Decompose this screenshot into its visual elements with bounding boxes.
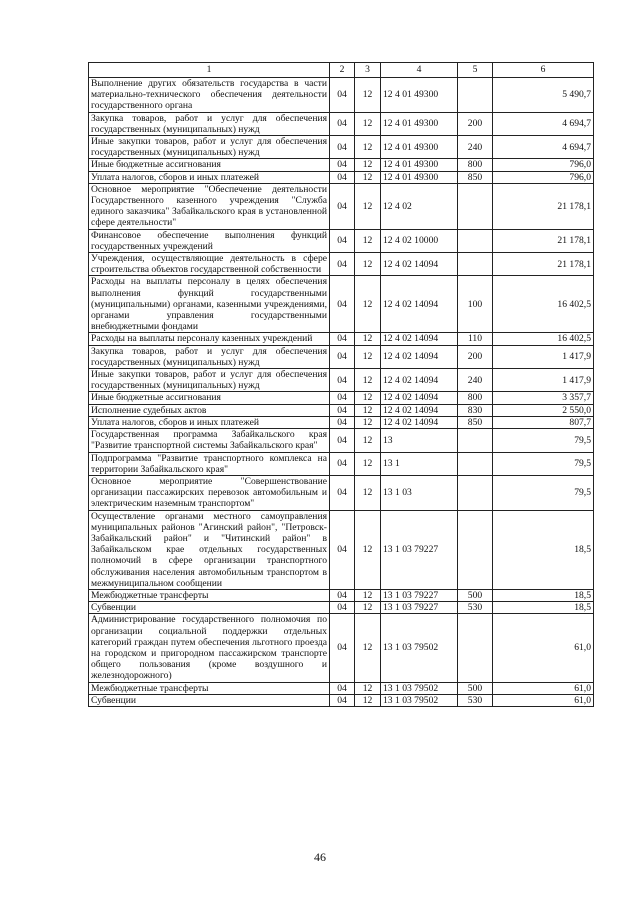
row-name: Уплата налогов, сборов и иных платежей bbox=[89, 416, 330, 428]
row-amount: 21 178,1 bbox=[493, 229, 594, 252]
header-cell-5: 5 bbox=[458, 63, 493, 78]
row-expense-type bbox=[458, 253, 493, 276]
row-name: Подпрограмма "Развитие транспортного комплекса на территории Забайкальского края" bbox=[89, 452, 330, 475]
table-row bbox=[89, 369, 594, 392]
row-amount: 1 417,9 bbox=[493, 345, 594, 368]
row-name: Субвенции bbox=[89, 602, 330, 614]
row-expense-type bbox=[458, 183, 493, 229]
row-target-article: 12 4 01 49300 bbox=[381, 78, 458, 113]
row-name: Исполнение судебных актов bbox=[89, 404, 330, 416]
row-section: 04 bbox=[330, 112, 355, 135]
row-target-article: 12 4 01 49300 bbox=[381, 171, 458, 183]
table-row bbox=[89, 404, 594, 416]
table-row bbox=[89, 694, 594, 706]
row-expense-type bbox=[458, 78, 493, 113]
row-amount: 4 694,7 bbox=[493, 112, 594, 135]
row-amount: 61,0 bbox=[493, 682, 594, 694]
table-row bbox=[89, 78, 594, 113]
row-amount: 79,5 bbox=[493, 429, 594, 452]
row-name: Основное мероприятие "Совершенствование организации пассажирских перевозок автомобильным и электрическим наземным транспортом" bbox=[89, 475, 330, 510]
row-section: 04 bbox=[330, 229, 355, 252]
row-target-article: 12 4 01 49300 bbox=[381, 136, 458, 159]
row-target-article: 12 4 02 14094 bbox=[381, 392, 458, 404]
table-row bbox=[89, 253, 594, 276]
row-subsection: 12 bbox=[355, 183, 381, 229]
row-expense-type bbox=[458, 429, 493, 452]
row-expense-type: 530 bbox=[458, 602, 493, 614]
row-target-article: 13 1 03 79227 bbox=[381, 589, 458, 601]
row-target-article: 12 4 02 14094 bbox=[381, 333, 458, 345]
row-amount: 18,5 bbox=[493, 602, 594, 614]
row-subsection: 12 bbox=[355, 475, 381, 510]
row-name: Иные закупки товаров, работ и услуг для обеспечения государственных (муниципальных) нужд bbox=[89, 369, 330, 392]
row-name: Уплата налогов, сборов и иных платежей bbox=[89, 171, 330, 183]
table-row bbox=[89, 429, 594, 452]
row-section: 04 bbox=[330, 602, 355, 614]
row-name: Межбюджетные трансферты bbox=[89, 589, 330, 601]
header-cell-6: 6 bbox=[493, 63, 594, 78]
row-expense-type: 800 bbox=[458, 392, 493, 404]
row-subsection: 12 bbox=[355, 614, 381, 682]
row-target-article: 12 4 02 14094 bbox=[381, 253, 458, 276]
row-target-article: 13 1 03 79227 bbox=[381, 602, 458, 614]
row-section: 04 bbox=[330, 589, 355, 601]
row-expense-type: 830 bbox=[458, 404, 493, 416]
row-section: 04 bbox=[330, 253, 355, 276]
row-subsection: 12 bbox=[355, 510, 381, 589]
row-subsection: 12 bbox=[355, 112, 381, 135]
row-section: 04 bbox=[330, 510, 355, 589]
row-expense-type: 200 bbox=[458, 345, 493, 368]
row-name: Закупка товаров, работ и услуг для обеспечения государственных (муниципальных) нужд bbox=[89, 112, 330, 135]
row-section: 04 bbox=[330, 416, 355, 428]
row-subsection: 12 bbox=[355, 682, 381, 694]
row-subsection: 12 bbox=[355, 171, 381, 183]
table-row bbox=[89, 229, 594, 252]
row-section: 04 bbox=[330, 614, 355, 682]
row-target-article: 13 1 bbox=[381, 452, 458, 475]
row-name: Иные бюджетные ассигнования bbox=[89, 159, 330, 171]
table-header-row bbox=[89, 63, 594, 78]
row-target-article: 12 4 01 49300 bbox=[381, 112, 458, 135]
row-subsection: 12 bbox=[355, 452, 381, 475]
row-expense-type: 500 bbox=[458, 589, 493, 601]
row-name: Выполнение других обязательств государства в части материально-технического обеспечения деятельности государственного органа bbox=[89, 78, 330, 113]
row-expense-type: 200 bbox=[458, 112, 493, 135]
row-section: 04 bbox=[330, 183, 355, 229]
row-section: 04 bbox=[330, 404, 355, 416]
row-amount: 21 178,1 bbox=[493, 253, 594, 276]
row-amount: 796,0 bbox=[493, 159, 594, 171]
row-subsection: 12 bbox=[355, 416, 381, 428]
row-subsection: 12 bbox=[355, 694, 381, 706]
table-row bbox=[89, 452, 594, 475]
row-section: 04 bbox=[330, 78, 355, 113]
row-target-article: 12 4 02 14094 bbox=[381, 345, 458, 368]
row-amount: 5 490,7 bbox=[493, 78, 594, 113]
row-subsection: 12 bbox=[355, 136, 381, 159]
row-target-article: 12 4 02 14094 bbox=[381, 276, 458, 333]
row-target-article: 13 1 03 79502 bbox=[381, 694, 458, 706]
table-row bbox=[89, 183, 594, 229]
row-subsection: 12 bbox=[355, 602, 381, 614]
row-expense-type bbox=[458, 452, 493, 475]
row-target-article: 12 4 01 49300 bbox=[381, 159, 458, 171]
row-section: 04 bbox=[330, 159, 355, 171]
row-expense-type bbox=[458, 475, 493, 510]
row-target-article: 12 4 02 10000 bbox=[381, 229, 458, 252]
table-row bbox=[89, 682, 594, 694]
row-subsection: 12 bbox=[355, 78, 381, 113]
row-expense-type: 240 bbox=[458, 136, 493, 159]
row-amount: 16 402,5 bbox=[493, 276, 594, 333]
row-expense-type: 240 bbox=[458, 369, 493, 392]
row-section: 04 bbox=[330, 682, 355, 694]
row-amount: 79,5 bbox=[493, 475, 594, 510]
row-subsection: 12 bbox=[355, 333, 381, 345]
header-cell-3: 3 bbox=[355, 63, 381, 78]
row-expense-type: 110 bbox=[458, 333, 493, 345]
row-section: 04 bbox=[330, 333, 355, 345]
row-target-article: 13 1 03 79502 bbox=[381, 614, 458, 682]
row-section: 04 bbox=[330, 369, 355, 392]
row-target-article: 13 1 03 79502 bbox=[381, 682, 458, 694]
table-row bbox=[89, 510, 594, 589]
row-name: Расходы на выплаты персоналу в целях обеспечения выполнения функций государственными (муниципальными) органами, казенными учреждениями, органами управления государственными внебюджетными фондами bbox=[89, 276, 330, 333]
table-row bbox=[89, 333, 594, 345]
table-row bbox=[89, 475, 594, 510]
row-section: 04 bbox=[330, 136, 355, 159]
row-subsection: 12 bbox=[355, 392, 381, 404]
row-amount: 79,5 bbox=[493, 452, 594, 475]
row-amount: 18,5 bbox=[493, 589, 594, 601]
row-expense-type: 850 bbox=[458, 171, 493, 183]
table-row bbox=[89, 614, 594, 682]
row-name: Основное мероприятие "Обеспечение деятельности Государственного казенного учреждения "Служба единого заказчика" Забайкальского края в установленной сфере деятельности" bbox=[89, 183, 330, 229]
row-subsection: 12 bbox=[355, 404, 381, 416]
row-amount: 2 550,0 bbox=[493, 404, 594, 416]
row-expense-type bbox=[458, 510, 493, 589]
budget-table bbox=[88, 62, 594, 707]
row-subsection: 12 bbox=[355, 253, 381, 276]
row-name: Межбюджетные трансферты bbox=[89, 682, 330, 694]
row-subsection: 12 bbox=[355, 369, 381, 392]
row-amount: 4 694,7 bbox=[493, 136, 594, 159]
row-amount: 61,0 bbox=[493, 694, 594, 706]
row-subsection: 12 bbox=[355, 276, 381, 333]
row-target-article: 12 4 02 14094 bbox=[381, 416, 458, 428]
row-amount: 16 402,5 bbox=[493, 333, 594, 345]
row-amount: 1 417,9 bbox=[493, 369, 594, 392]
row-name: Закупка товаров, работ и услуг для обеспечения государственных (муниципальных) нужд bbox=[89, 345, 330, 368]
row-section: 04 bbox=[330, 276, 355, 333]
header-cell-2: 2 bbox=[330, 63, 355, 78]
row-section: 04 bbox=[330, 475, 355, 510]
row-name: Иные закупки товаров, работ и услуг для обеспечения государственных (муниципальных) нужд bbox=[89, 136, 330, 159]
row-name: Осуществление органами местного самоуправления муниципальных районов "Агинский район", "Петровск-Забайкальский район" и "Читинский район" в Забайкальском крае отдельных государственных полномочий в сфере организации транспортного обслуживания населения автомобильным транспортом в межмуниципальном сообщении bbox=[89, 510, 330, 589]
row-expense-type: 800 bbox=[458, 159, 493, 171]
row-expense-type bbox=[458, 229, 493, 252]
row-target-article: 13 bbox=[381, 429, 458, 452]
row-target-article: 12 4 02 bbox=[381, 183, 458, 229]
page-number: 46 bbox=[314, 850, 326, 864]
row-subsection: 12 bbox=[355, 589, 381, 601]
table-row bbox=[89, 602, 594, 614]
table-row bbox=[89, 276, 594, 333]
row-amount: 18,5 bbox=[493, 510, 594, 589]
row-subsection: 12 bbox=[355, 159, 381, 171]
row-amount: 21 178,1 bbox=[493, 183, 594, 229]
table-row bbox=[89, 159, 594, 171]
row-subsection: 12 bbox=[355, 229, 381, 252]
row-expense-type: 100 bbox=[458, 276, 493, 333]
row-section: 04 bbox=[330, 452, 355, 475]
row-target-article: 13 1 03 79227 bbox=[381, 510, 458, 589]
table-row bbox=[89, 589, 594, 601]
row-amount: 3 357,7 bbox=[493, 392, 594, 404]
row-amount: 61,0 bbox=[493, 614, 594, 682]
row-amount: 796,0 bbox=[493, 171, 594, 183]
row-name: Учреждения, осуществляющие деятельность в сфере строительства объектов государственной собственности bbox=[89, 253, 330, 276]
row-section: 04 bbox=[330, 171, 355, 183]
row-expense-type bbox=[458, 614, 493, 682]
row-target-article: 12 4 02 14094 bbox=[381, 369, 458, 392]
row-subsection: 12 bbox=[355, 429, 381, 452]
row-section: 04 bbox=[330, 429, 355, 452]
row-amount: 807,7 bbox=[493, 416, 594, 428]
row-expense-type: 850 bbox=[458, 416, 493, 428]
row-name: Администрирование государственного полномочия по организации социальной поддержки отдельных категорий граждан путем обеспечения льготного проезда на городском и пригородном пассажирском транспорте общего пользования (кроме воздушного и железнодорожного) bbox=[89, 614, 330, 682]
row-expense-type: 500 bbox=[458, 682, 493, 694]
row-subsection: 12 bbox=[355, 345, 381, 368]
table-row bbox=[89, 345, 594, 368]
row-name: Субвенции bbox=[89, 694, 330, 706]
row-name: Государственная программа Забайкальского края "Развитие транспортной системы Забайкальского края" bbox=[89, 429, 330, 452]
row-section: 04 bbox=[330, 694, 355, 706]
row-target-article: 13 1 03 bbox=[381, 475, 458, 510]
row-name: Иные бюджетные ассигнования bbox=[89, 392, 330, 404]
row-name: Расходы на выплаты персоналу казенных учреждений bbox=[89, 333, 330, 345]
table-row bbox=[89, 112, 594, 135]
table-row bbox=[89, 136, 594, 159]
row-section: 04 bbox=[330, 345, 355, 368]
table-row bbox=[89, 171, 594, 183]
row-target-article: 12 4 02 14094 bbox=[381, 404, 458, 416]
row-expense-type: 530 bbox=[458, 694, 493, 706]
header-cell-1: 1 bbox=[89, 63, 330, 78]
row-name: Финансовое обеспечение выполнения функций государственных учреждений bbox=[89, 229, 330, 252]
header-cell-4: 4 bbox=[381, 63, 458, 78]
table-row bbox=[89, 416, 594, 428]
row-section: 04 bbox=[330, 392, 355, 404]
table-row bbox=[89, 392, 594, 404]
